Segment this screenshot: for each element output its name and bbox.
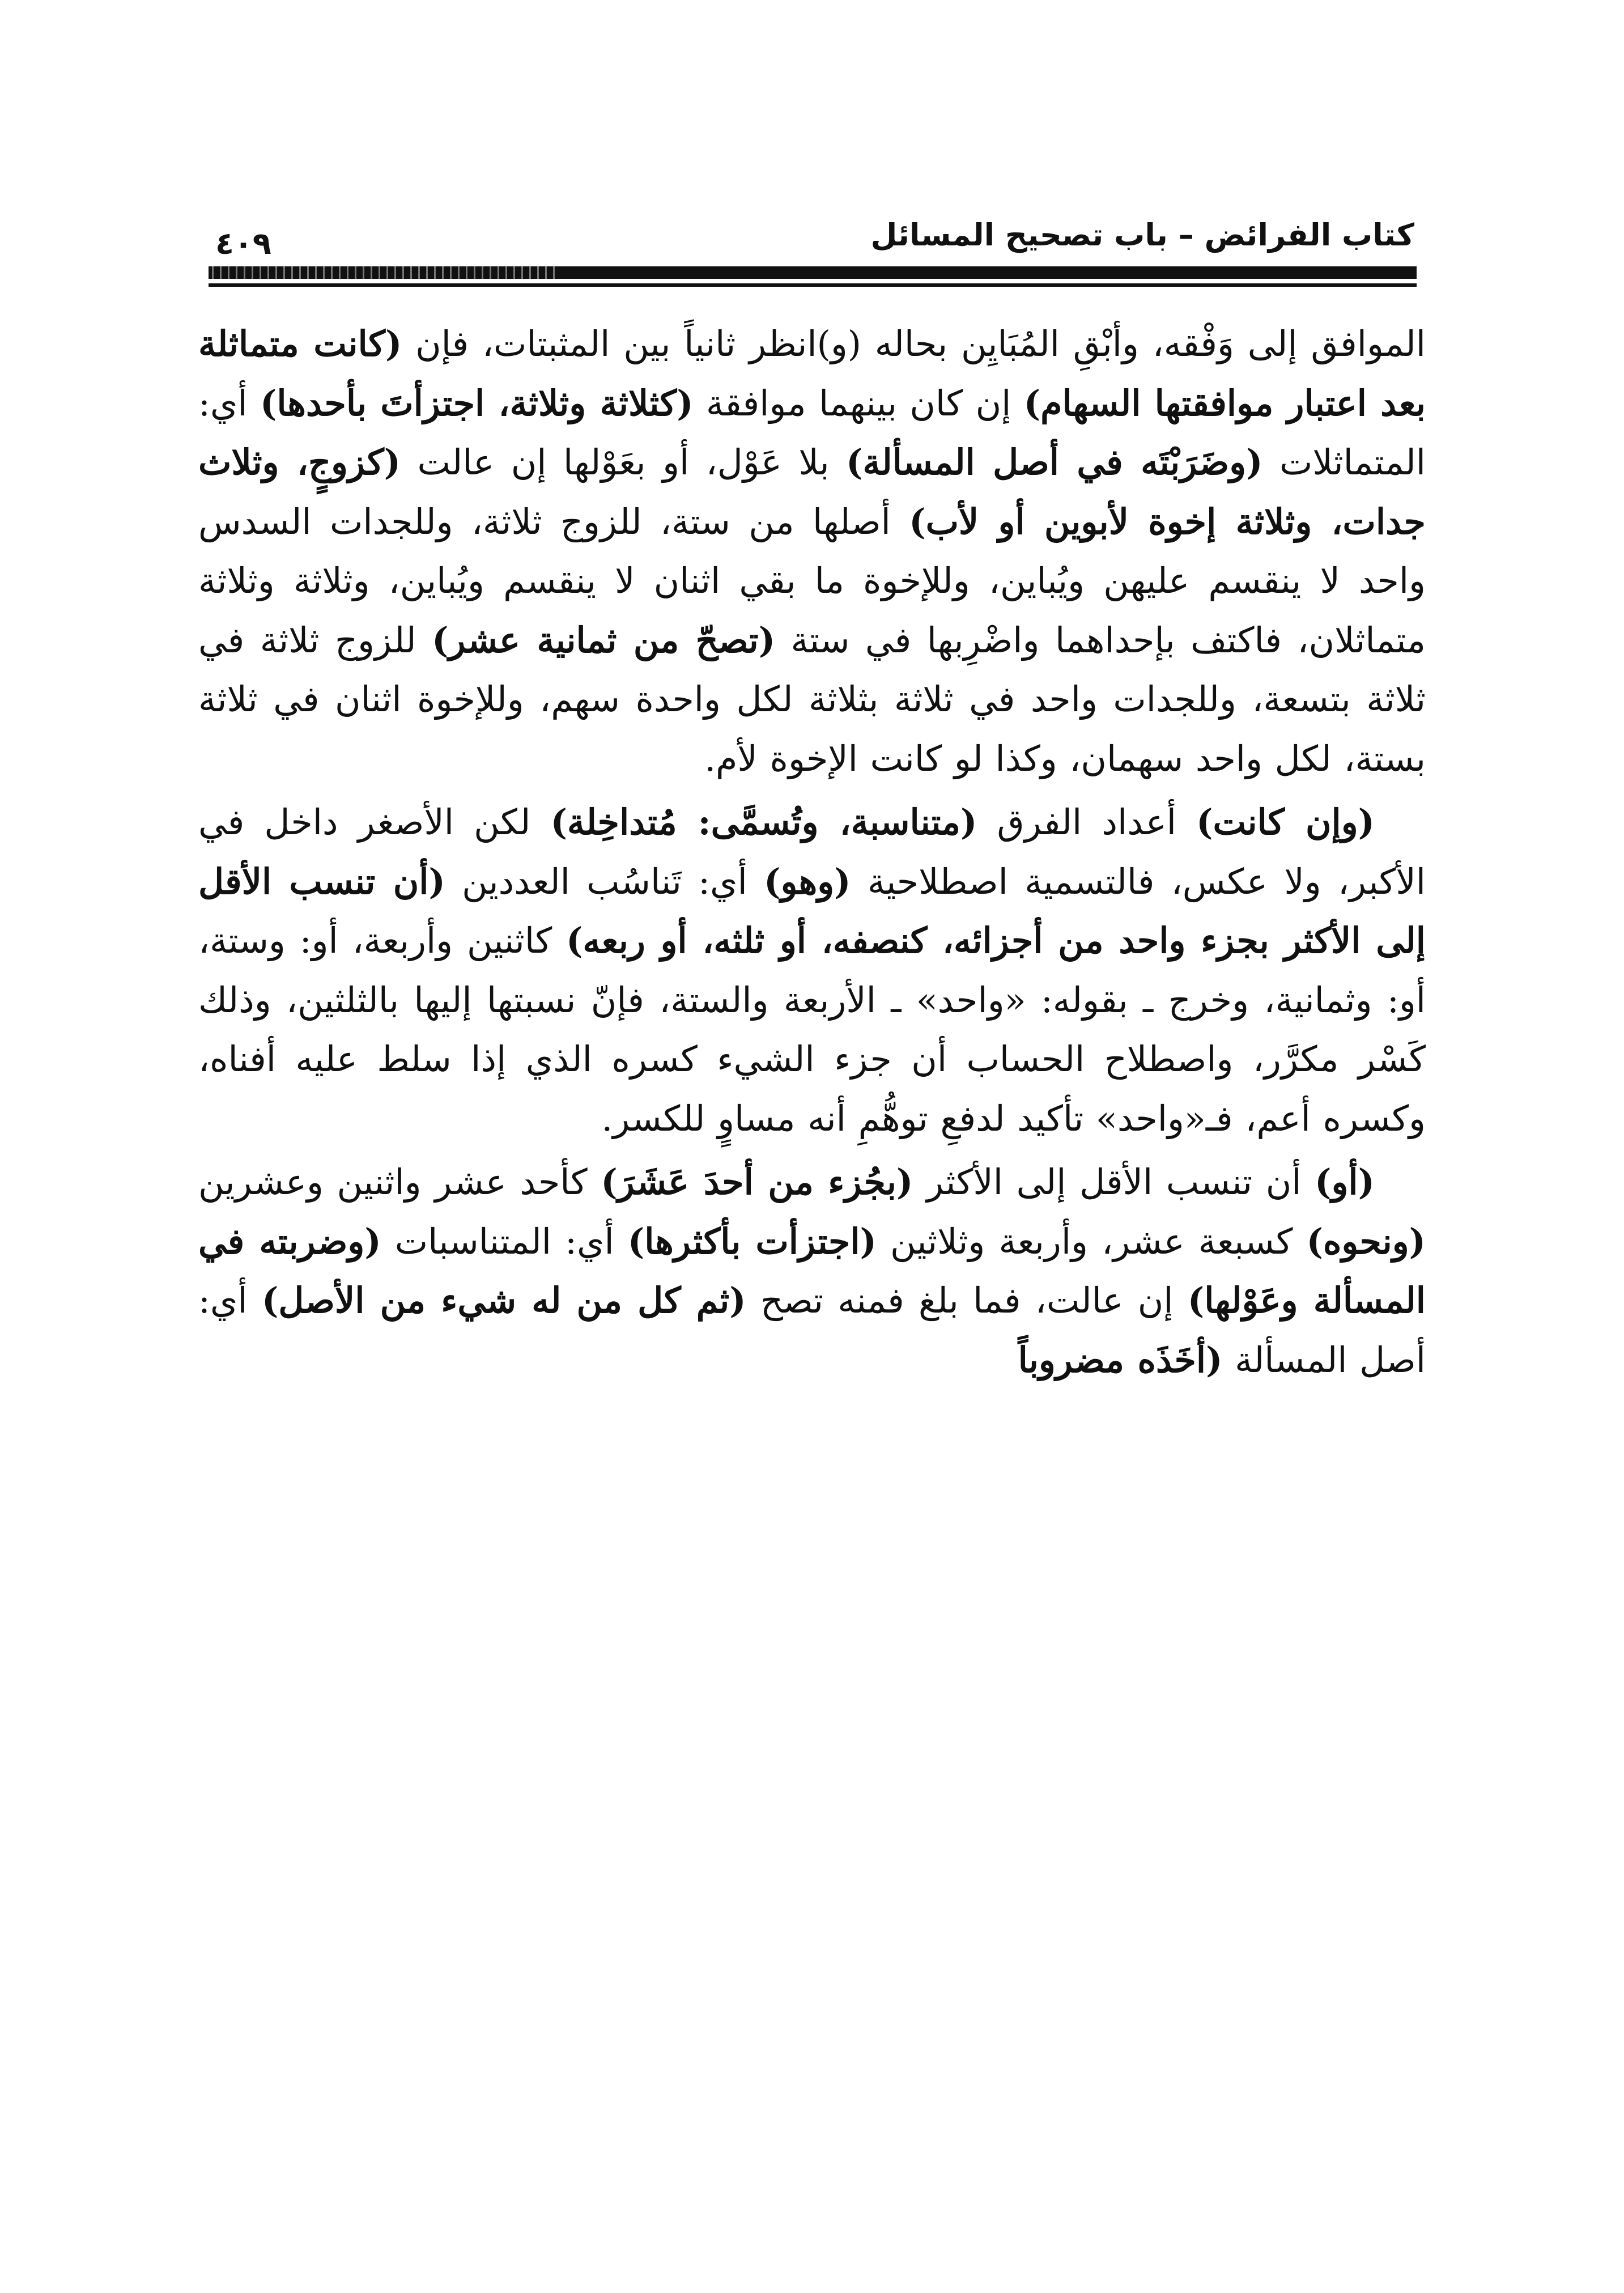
matn-text: (اجتزأت بأكثرها) <box>627 1220 877 1262</box>
sharh-text: أعداد الفرق <box>977 801 1197 843</box>
sharh-text: لكن الأصغر داخل في الأكبر، ولا عكس، فالتسمية اصطلاحية <box>198 801 1426 902</box>
sharh-text: إن كان بينهما موافقة <box>693 382 1024 424</box>
matn-text: (أو) <box>1315 1161 1375 1203</box>
matn-text: (أخَذَه مضروباً <box>1018 1339 1223 1381</box>
matn-text: (كثلاثة وثلاثة، اجتزأتَ بأحدها) <box>260 382 694 424</box>
sharh-text: أي: المتماثلات <box>198 382 1426 483</box>
sharh-text: إن عالت، فما بلغ فمنه تصح <box>746 1280 1188 1321</box>
matn-text: (كانت متماثلة بعد اعتبار موافقتها السهام) <box>198 323 1426 424</box>
page-number: ٤٠٩ <box>215 226 271 261</box>
sharh-text: أي: أصل المسألة <box>198 1280 1426 1381</box>
sharh-text: أي: المتناسبات <box>381 1220 628 1262</box>
chapter-title: كتاب الفرائض – باب تصحيح المسائل <box>870 217 1414 253</box>
matn-text: (متناسبة، وتُسمَّى: مُتداخِلة) <box>550 801 977 843</box>
paragraph <box>198 1153 1426 1390</box>
matn-text: (وإن كانت) <box>1196 801 1375 843</box>
matn-text: (كزوجٍ، وثلاث جدات، وثلاثة إخوة لأبوين أو لأب) <box>198 441 1426 542</box>
sharh-text: كاثنين وأربعة، أو: وستة، أو: وثمانية، وخرج ـ بقوله: «واحد» ـ الأربعة والستة، فإنّ نسبتها إليها بالثلثين، وذلك كَسْر مكرَّر، واصطلاح الحساب أن جزء الشيء كسره الذي إذا سلط عليه أفناه، وكسره أعم، فـ«واحد» تأكيد لدفعِ توهُّمِ أنه مساوٍ للكسر. <box>198 920 1426 1139</box>
sharh-text: أن تنسب الأقل إلى الأكثر <box>913 1161 1315 1203</box>
sharh-text: كسبعة عشر، وأربعة وثلاثين <box>876 1220 1307 1262</box>
matn-text: (وضربته في المسألة وعَوْلها) <box>198 1220 1426 1321</box>
running-header <box>210 204 1414 261</box>
matn-text: (أن تنسب الأقل إلى الأكثر بجزء واحد من أجزائه، كنصفه، أو ثلثه، أو ربعه) <box>198 860 1426 961</box>
header-rule-texture <box>209 266 560 279</box>
matn-text: (وضَرَبْتَه في أصل المسألة) <box>846 441 1263 483</box>
sharh-text: كأحد عشر واثنين وعشرين <box>198 1161 601 1203</box>
matn-text: (بجُزء من أحدَ عَشَرَ) <box>601 1161 913 1203</box>
matn-text: (ونحوه) <box>1306 1220 1426 1262</box>
sharh-text: أي: تَناسُب العددين <box>445 860 764 902</box>
sharh-text: أصلها من ستة، للزوج ثلاثة، وللجدات السدس واحد لا ينقسم عليهن ويُباين، وللإخوة ما بقي اثنان لا ينقسم ويُباين، وثلاثة وثلاثة متماثلان، فاكتف بإحداهما واضْرِبها في ستة <box>198 500 1426 661</box>
sharh-text: للزوج ثلاثة في ثلاثة بتسعة، وللجدات واحد في ثلاثة بثلاثة لكل واحدة سهم، وللإخوة اثنان في ثلاثة بستة، لكل واحد سهمان، وكذا لو كانت الإخوة لأم. <box>198 619 1426 779</box>
header-rule-thin <box>209 283 1417 287</box>
sharh-text: الموافق إلى وَفْقه، وأبْقِ المُبَايِن بحاله (و)انظر ثانياً بين المثبتات، فإن <box>402 323 1426 364</box>
paragraph <box>198 315 1426 788</box>
matn-text: (ثم كل من له شيء من الأصل) <box>261 1280 746 1321</box>
body-text <box>198 315 1426 1394</box>
matn-text: (تصحّ من ثمانية عشر) <box>432 619 776 661</box>
paragraph <box>198 793 1426 1148</box>
matn-text: (وهو) <box>764 860 851 902</box>
sharh-text: بلا عَوْل، أو بعَوْلها إن عالت <box>401 441 847 483</box>
